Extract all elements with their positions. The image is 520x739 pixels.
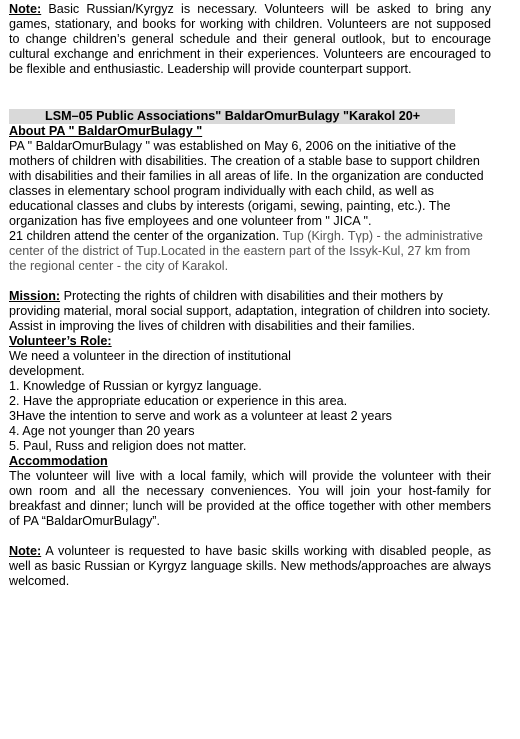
note-paragraph-top — [9, 2, 491, 77]
mission-paragraph — [9, 289, 491, 334]
note-text: Basic Russian/Kyrgyz is necessary. Volunteers will be asked to bring any games, stationary, and books for working with children. Volunteers are not supposed to change children’s general schedule and their general outlook, but to encourage cultural exchange and enrichment in their experiences. Volunteers are encouraged to be flexible and enthusiastic. Leadership will provide counterpart support. — [9, 2, 491, 76]
children-count-text: 21 children attend the center of the organization. — [9, 229, 283, 243]
role-item: 3Have the intention to serve and work as a volunteer at least 2 years — [9, 409, 392, 423]
note-label: Note: — [9, 544, 42, 558]
tup-description: Tup (Kirgh. Түр) - the administrative center of the district of Tup.Located in the eastern part of the Issyk-Kul, 27 km from the regional center - the city of Karakol. — [9, 229, 483, 273]
volunteer-role-heading: Volunteer’s Role: — [9, 334, 112, 348]
spacer — [9, 274, 491, 289]
location-paragraph — [9, 229, 491, 274]
note-text: A volunteer is requested to have basic skills working with disabled people, as well as basic Russian or Kyrgyz language skills. New methods/approaches are always welcomed. — [9, 544, 491, 588]
document-page — [9, 2, 491, 589]
mission-text: Protecting the rights of children with disabilities and their mothers by providing material, moral social support, adaptation, integration of children into society. Assist in improving the lives of children with disabilities and their families. — [9, 289, 491, 333]
about-paragraph: PA " BaldarOmurBulagy " was established on May 6, 2006 on the initiative of the mothers of children with disabilities. The creation of a stable base to support children with disabilities and their families in all areas of life. In the organization are conducted classes in elementary school program individually with each child, as well as educational classes and clubs by interests (origami, sewing, painting, etc.). The organization has five employees and one volunteer from " JICA ". — [9, 139, 484, 228]
role-item: 4. Age not younger than 20 years — [9, 424, 195, 438]
accommodation-paragraph: The volunteer will live with a local family, which will provide the volunteer with their own room and all the necessary conveniences. You will join your host-family for breakfast and dinner; lunch will be provided at the office together with other members of PA “BaldarOmurBulagy”. — [9, 469, 491, 528]
spacer — [9, 529, 491, 544]
about-heading: About PA " BaldarOmurBulagy " — [9, 124, 203, 138]
note-label: Note: — [9, 2, 42, 16]
note-paragraph-bottom — [9, 544, 491, 589]
role-item: 5. Paul, Russ and religion does not matter. — [9, 439, 247, 453]
accommodation-heading: Accommodation — [9, 454, 108, 468]
role-intro-line-1: We need a volunteer in the direction of institutional — [9, 349, 291, 363]
role-item: 1. Knowledge of Russian or kyrgyz language. — [9, 379, 262, 393]
project-banner: LSM–05 Public Associations" BaldarOmurBulagy "Karakol 20+ — [9, 109, 455, 124]
role-item: 2. Have the appropriate education or experience in this area. — [9, 394, 348, 408]
role-intro-line-2: development. — [9, 364, 85, 378]
mission-label: Mission: — [9, 289, 61, 303]
